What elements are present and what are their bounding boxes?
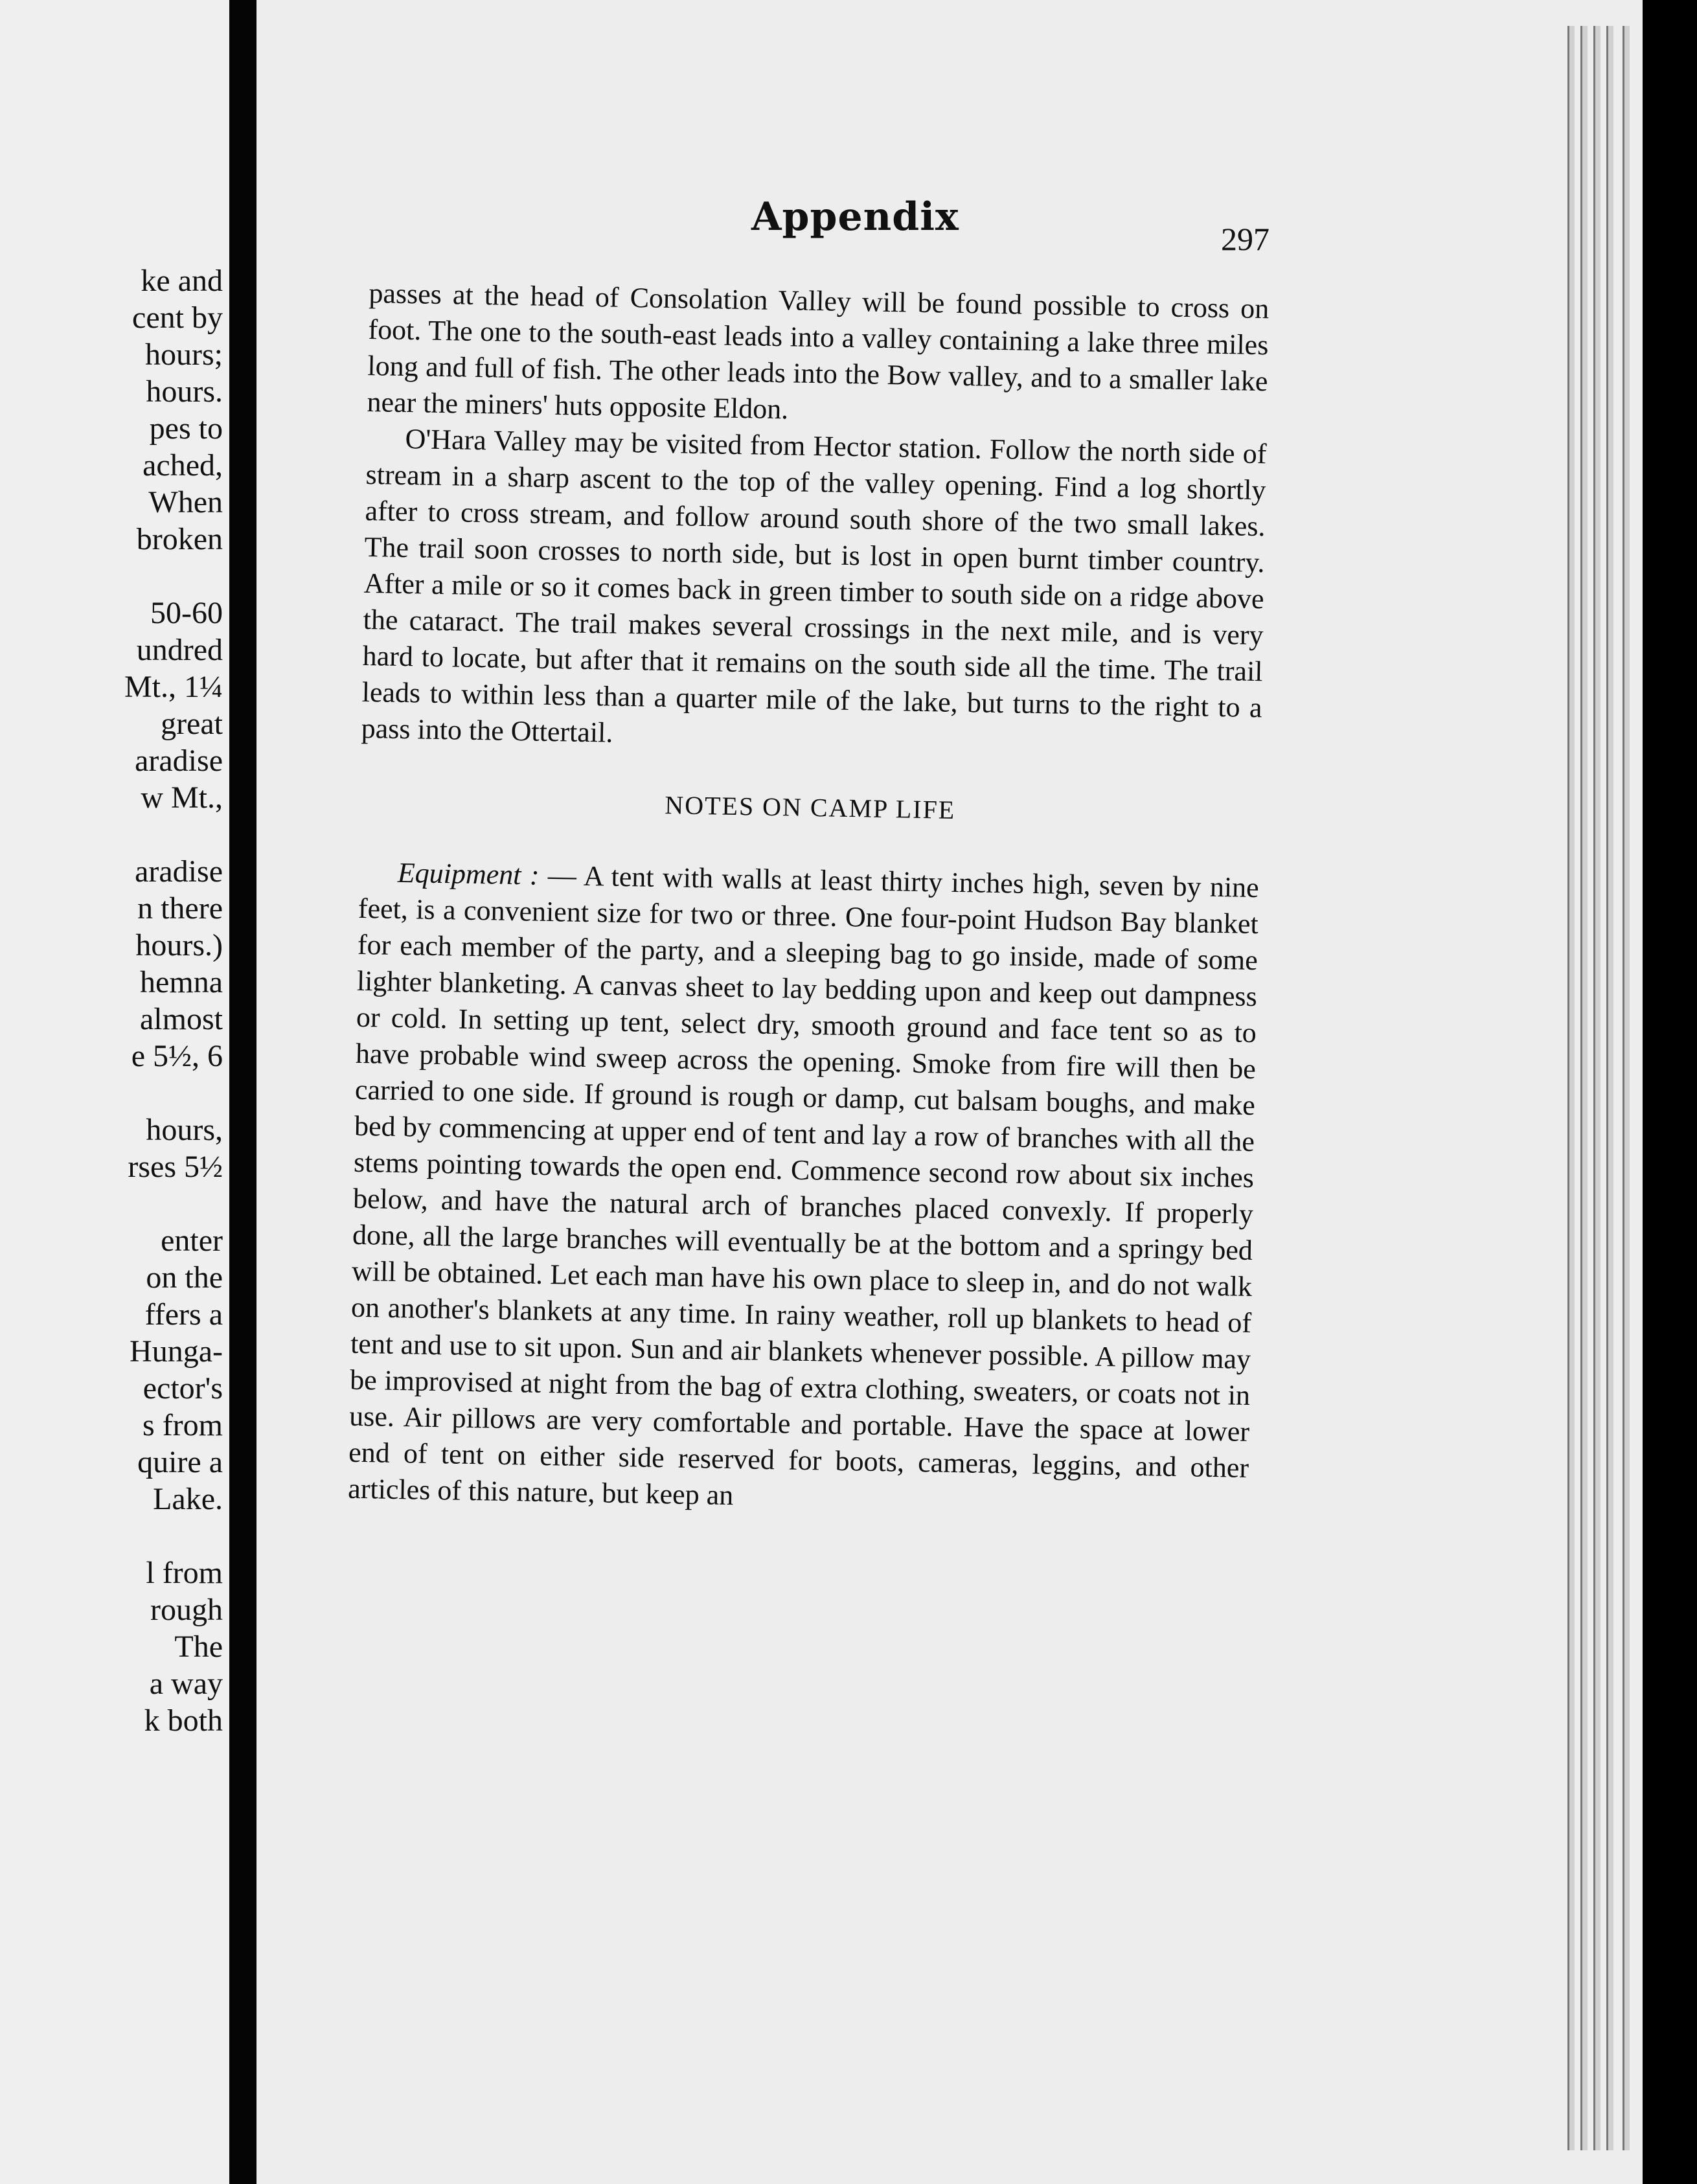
left-fragment-line: ector's [142,1371,223,1405]
left-fragment-line: aradise [135,744,223,778]
page-number: 297 [1221,221,1270,257]
left-fragment-line: When [148,485,223,519]
left-fragment-line: w Mt., [141,780,223,815]
body-text [348,275,1270,1523]
left-page [0,0,229,2184]
paragraph-consolation-passes: passes at the head of Consolation Valley will be found possible to cross on foot. The one to the south-east leads into a valley containing a lake three miles long and full of fish. The other leads into the Bow valley, and to a smaller lake near the miners' huts opposite Eldon. [367,277,1270,426]
left-fragment-line: Lake. [153,1482,223,1516]
left-fragment-line: cent by [132,301,223,335]
left-fragment-line [124,1075,223,1111]
left-fragment-line: e 5½, 6 [131,1039,223,1073]
left-fragment-line: hours. [146,374,223,409]
left-fragment-line: Hunga- [130,1334,223,1369]
left-fragment-line [124,558,223,595]
left-page-text-fragments [124,262,223,1739]
left-fragment-line: hours; [145,337,223,372]
paragraph-equipment [348,854,1259,1523]
running-head: Appendix [751,194,959,240]
equipment-text: — A tent with walls at least thirty inches high, seven by nine feet, is a convenient size for two or three. One four-point Hudson Bay blanket for each member of the party, and a sleeping bag to go inside, made of some lighter blanketing. A canvas sheet to lay bedding upon and keep out dampness or cold. In setting up tent, select dry, smooth ground and face tent so as to have probable wind sweep across the opening. Smoke from fire will then be carried to one side. If ground is rough or damp, cut balsam boughs, and make bed by commencing at upper end of tent and lay a row of branches with all the stems pointing towards the open end. Commence second row about six inches below, and have the natural arch of branches placed convexly. If properly done, all the large branches will eventually be at the bottom and a springy bed will be obtained. Let each man have his own place to sleep in, and do not walk on another's blankets at any time. In rainy weather, roll up blankets to head of tent and use to sit upon. Sun and air blankets whenever possible. A pillow may be improvised at night from the bag of extra clothing, sweaters, or coats not in use. Air pillows are very comfortable and portable. Have the space at lower end of tent on either side reserved for boots, cameras, leggins, and other articles of this nature, but keep an [347,859,1260,1512]
left-fragment-line: hours.) [135,928,223,962]
book-gutter [229,0,256,2184]
left-fragment-line: broken [136,522,223,556]
left-fragment-line: hours, [146,1113,223,1147]
left-fragment-line [124,1518,223,1554]
left-fragment-line: rses 5½ [128,1150,223,1184]
left-fragment-line: almost [140,1002,223,1036]
left-fragment-line: aradise [135,854,223,889]
left-fragment-line: a way [149,1666,223,1701]
left-fragment-line: hemna [140,965,223,999]
left-fragment-line: 50-60 [150,596,223,630]
left-fragment-line: rough [150,1593,223,1627]
left-fragment-line: Mt., 1¼ [124,670,223,704]
left-fragment-line: pes to [149,411,223,446]
left-fragment-line: undred [136,633,223,667]
left-fragment-line: The [174,1630,223,1664]
left-fragment-line: s from [142,1408,223,1442]
page-edges [1561,26,1658,2150]
left-fragment-line: l from [146,1556,223,1590]
equipment-lead: Equipment : [397,856,540,891]
left-fragment-line: quire a [137,1445,223,1479]
left-fragment-line: k both [144,1703,223,1738]
left-fragment-line: n there [137,891,223,926]
left-fragment-line: enter [161,1223,223,1258]
left-fragment-line: ffers a [144,1297,223,1332]
section-heading: NOTES ON CAMP LIFE [664,790,956,825]
left-fragment-line [124,1185,223,1222]
paragraph-ohara-valley: O'Hara Valley may be visited from Hector station. Follow the north side of stream in a sharp ascent to the top of the valley opening. Find a log shortly after to cross stream, and follow around south shore of the two small lakes. The trail soon crosses to north side, but is lost in open burnt timber country. After a mile or so it comes back in green timber to south side on a ridge above the cataract. The trail makes several crossings in the next mile, and is very hard to locate, but after that it remains on the south side all the time. The trail leads to within less than a quarter mile of the lake, but turns to the right to a pass into the Ottertail. [361,423,1267,749]
left-fragment-line: ke and [141,264,223,298]
left-fragment-line: great [161,707,223,741]
left-fragment-line: ached, [142,448,223,483]
left-fragment-line: on the [146,1260,223,1295]
left-fragment-line [124,816,223,853]
